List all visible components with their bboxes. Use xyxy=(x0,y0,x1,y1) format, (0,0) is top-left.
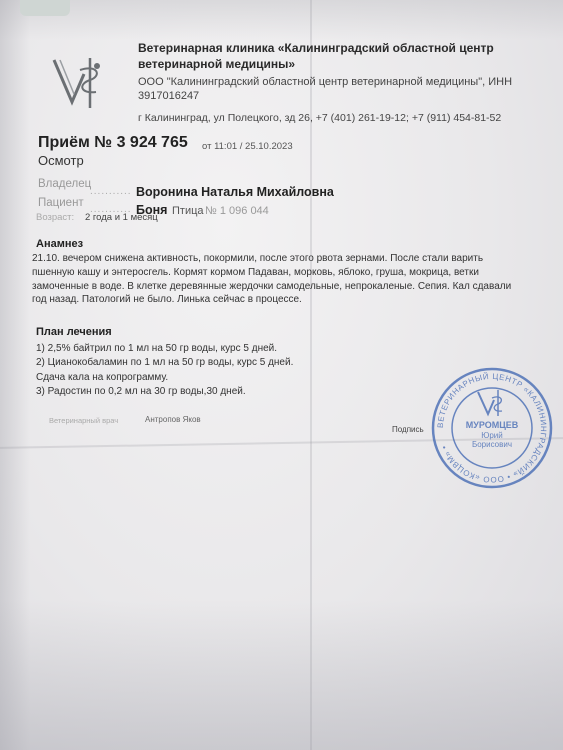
owner-dots: ........... xyxy=(90,186,132,197)
age-label: Возраст: xyxy=(36,212,75,223)
plan-item: 2) Цианокобаламин по 1 мл на 50 гр воды, курс 5 дней. xyxy=(36,357,294,369)
pet-name: Боня xyxy=(136,203,168,217)
plan-list xyxy=(36,342,436,399)
anamnesis-text: 21.10. вечером снижена активность, покормили, после этого рвота зернами. После стали варить пшенную кашу и энтеросгель. Кормят кормом Падаван, морковь, яблоко, груша, мокрица, ветки замоченные в воде. В клетке деревянные жердочки самодельные, непрокаленые. Сепия. Кал сдавали год назад. Патологий не было. Линька сейчас в процессе. xyxy=(32,253,512,306)
visit-title: Приём № 3 924 765 xyxy=(38,134,188,151)
pet-species: Птица xyxy=(172,205,204,217)
stamp-name-line2: Юрий xyxy=(481,431,503,440)
visit-type: Осмотр xyxy=(38,153,84,168)
paper-shadow-bottom xyxy=(0,600,563,750)
clinic-stamp xyxy=(430,366,554,490)
age-value: 2 года и 1 месяц xyxy=(85,212,158,223)
plan-item: Сдача кала на копрограмму. xyxy=(36,371,169,383)
anamnesis-title: Анамнез xyxy=(36,238,84,250)
stamp-name-line3: Борисович xyxy=(471,440,513,449)
stamp-ring-text: ВЕТЕРИНАРНЫЙ ЦЕНТР «КАЛИНИНГРАДСКИЙ» • ООО «КОЦВМ» • xyxy=(435,371,549,485)
paper-corner-object xyxy=(20,0,70,16)
clinic-legal-info: ООО "Калининградский областной центр ветеринарной медицины", ИНН 3917016247 xyxy=(138,76,513,102)
doctor-name: Антропов Яков xyxy=(145,415,201,424)
stamp-logo-icon xyxy=(478,390,502,416)
owner-label: Владелец xyxy=(38,178,92,190)
patient-dots: ........... xyxy=(90,204,132,215)
clinic-logo-icon xyxy=(50,52,110,112)
pet-number: № 1 096 044 xyxy=(205,205,269,217)
paper-shadow-top xyxy=(0,0,563,40)
stamp-name-line1: МУРОМЦЕВ xyxy=(465,420,519,430)
clinic-name: Ветеринарная клиника «Калининградский областной центр ветеринарной медицины» xyxy=(138,41,494,71)
patient-label: Пациент xyxy=(38,197,84,209)
plan-item: 1) 2,5% байтрил по 1 мл на 50 гр воды, курс 5 дней. xyxy=(36,343,278,354)
clinic-address: г Калининград, ул Полецкого, зд 26, +7 (401) 261-19-12; +7 (911) 454-81-52 xyxy=(138,112,502,124)
signature-label: Подпись xyxy=(392,425,424,434)
plan-item: 3) Радостин по 0,2 мл на 30 гр воды,30 дней. xyxy=(36,385,246,397)
doctor-label: Ветеринарный врач xyxy=(49,416,119,425)
owner-name: Воронина Наталья Михайловна xyxy=(136,185,334,199)
plan-title: План лечения xyxy=(36,326,112,338)
visit-datetime: от 11:01 / 25.10.2023 xyxy=(202,141,293,152)
